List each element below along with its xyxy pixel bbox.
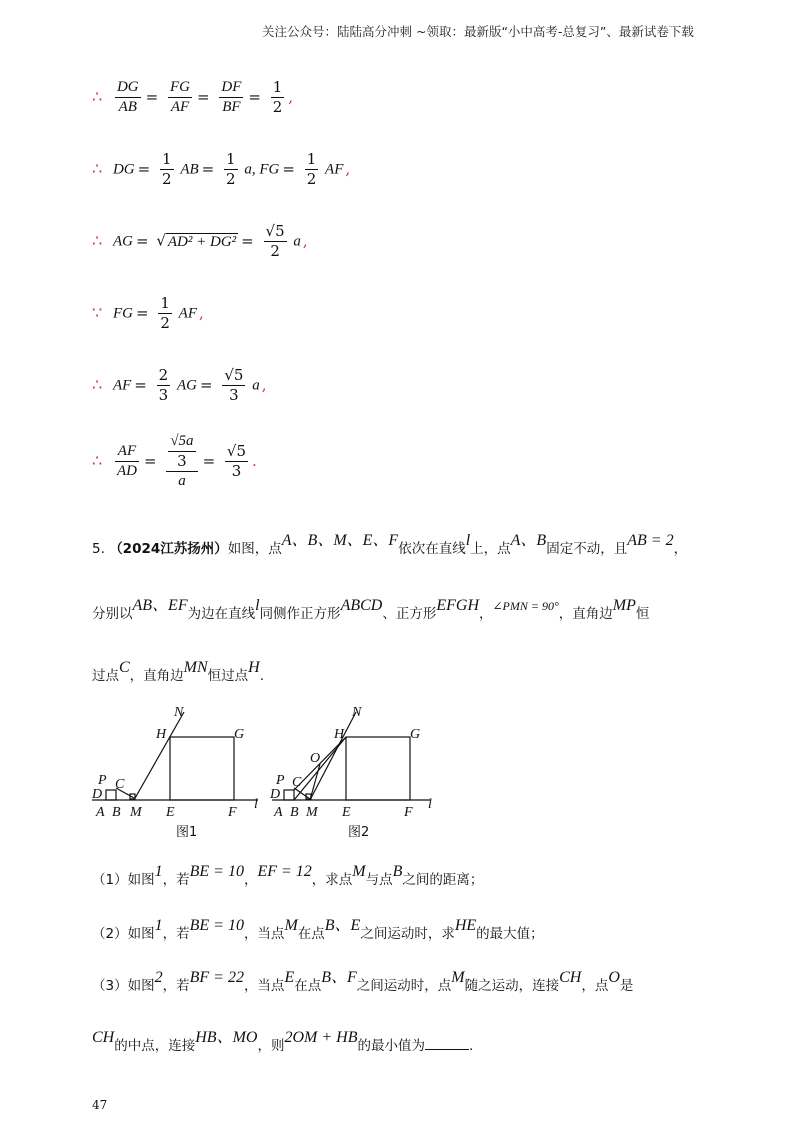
square-EFGH-fig1 [170, 737, 234, 800]
equation-5: ∴ AF = $\frac{2}{3}$ AG = $\frac{√5}{3}$ a , [92, 366, 267, 404]
label-E-fig1: E [166, 805, 175, 820]
label-D-fig1: D [92, 787, 103, 802]
label-M-fig2: M [306, 805, 318, 820]
square-ABCD-fig2 [284, 790, 294, 800]
equation-2: ∴ DG = $\frac{1}{2}$ AB = $\frac{1}{2}$ a, FG = $\frac{1}{2}$ AF , [92, 150, 351, 188]
fraction: $\frac{√5}{3}$ [224, 366, 244, 404]
fraction: $\frac{1}{2}$ [272, 78, 283, 116]
square-EFGH-fig2 [346, 737, 410, 800]
fraction: $\frac{1}{2}$ [162, 150, 172, 188]
label-G-fig1: G [234, 727, 245, 742]
label-H-fig1: H [156, 727, 167, 742]
problem-line-2: 分别以AB、EF为边在直线l同侧作正方形ABCD、正方形EFGH，∠PMN = 90°，直角边MP恒 [92, 597, 650, 622]
label-B-fig1: B [112, 805, 121, 820]
label-N-fig1: N [174, 705, 184, 720]
label-B-fig2: B [290, 805, 299, 820]
label-H-fig2: H [334, 727, 345, 742]
label-l-fig1: l [254, 797, 258, 812]
label-C-fig1: C [115, 777, 125, 792]
question-3-line-1: （3）如图2，若BF = 22，当点E在点B、F之间运动时，点M随之运动，连接CH，点O是 [92, 969, 634, 994]
fraction: $\frac{FG}{AF}$ [170, 79, 190, 115]
label-P-fig2: P [276, 773, 285, 788]
label-O-fig2: O [310, 751, 321, 766]
fraction: $\frac{1}{2}$ [160, 294, 170, 332]
square-root: AD² + DG² [167, 233, 237, 250]
equation-1: ∴ $\frac{DG}{AB}$ = $\frac{FG}{AF}$ = $\frac{DF}{BF}$ = $\frac{1}{2}$ , [92, 78, 294, 116]
label-G-fig2: G [410, 727, 421, 742]
label-F-fig1: F [228, 805, 237, 820]
fraction: $\frac{√5}{2}$ [265, 222, 285, 260]
label-N-fig2: N [352, 705, 362, 720]
page-header: 关注公众号：陆陆高分冲刺 ~领取：最新版“小中高考-总复习”、最新试卷下载 [262, 24, 694, 39]
therefore-symbol: ∴ [92, 86, 103, 106]
ray-MN-fig1 [134, 712, 184, 800]
fraction: $\frac{1}{2}$ [306, 150, 317, 188]
problem-line-3: 过点C，直角边MN恒过点H. [92, 659, 265, 684]
fraction: $\frac{2}{3}$ [158, 366, 169, 404]
label-M-fig1: M [130, 805, 142, 820]
answer-blank [425, 1049, 469, 1050]
problem-source: （2024江苏扬州） [109, 541, 228, 557]
caption-fig1: 图1 [176, 825, 198, 840]
label-C-fig2: C [292, 775, 302, 790]
label-E-fig2: E [342, 805, 351, 820]
fraction: $\frac{1}{2}$ [226, 150, 236, 188]
question-1: （1）如图1，若BE = 10，EF = 12，求点M与点B之间的距离； [92, 863, 484, 888]
label-D-fig2: D [270, 787, 281, 802]
fraction: $\frac{DF}{BF}$ [221, 79, 242, 115]
caption-fig2: 图2 [348, 825, 370, 840]
segment-HB-fig2 [294, 737, 346, 800]
equation-6: ∴ $\frac{AF}{AD}$ = $\frac{\frac{√5a}{3}}{a}$ = $\frac{√5}{3}$ . [92, 433, 257, 489]
problem-line-1: 5. （2024江苏扬州）如图，点A、B、M、E、F依次在直线l上，点A、B固定不动，且AB = 2， [92, 532, 688, 557]
geometry-figures [88, 704, 448, 844]
fraction: $\frac{√5}{3}$ [226, 442, 247, 480]
question-2: （2）如图1，若BE = 10，当点M在点B、E之间运动时，求HE的最大值； [92, 917, 544, 942]
therefore-symbol: ∴ [92, 158, 103, 178]
therefore-symbol: ∴ [92, 450, 103, 470]
therefore-symbol: ∴ [92, 374, 103, 394]
page-number: 47 [92, 1098, 108, 1112]
question-3-line-2: CH的中点，连接HB、MO，则2OM + HB的最小值为 . [92, 1029, 474, 1054]
compound-fraction: $\frac{\frac{√5a}{3}}{a}$ [166, 432, 197, 491]
label-A-fig1: A [96, 805, 105, 820]
label-P-fig1: P [98, 773, 107, 788]
because-symbol: ∵ [92, 302, 103, 322]
equation-3: ∴ AG = √ AD² + DG² = $\frac{√5}{2}$ a , [92, 222, 308, 260]
fraction: $\frac{DG}{AB}$ [116, 79, 139, 115]
label-l-fig2: l [428, 797, 432, 812]
label-A-fig2: A [274, 805, 283, 820]
therefore-symbol: ∴ [92, 230, 103, 250]
fraction: $\frac{AF}{AD}$ [116, 443, 137, 479]
equation-4: ∵ FG = $\frac{1}{2}$ AF , [92, 294, 204, 332]
label-F-fig2: F [404, 805, 413, 820]
